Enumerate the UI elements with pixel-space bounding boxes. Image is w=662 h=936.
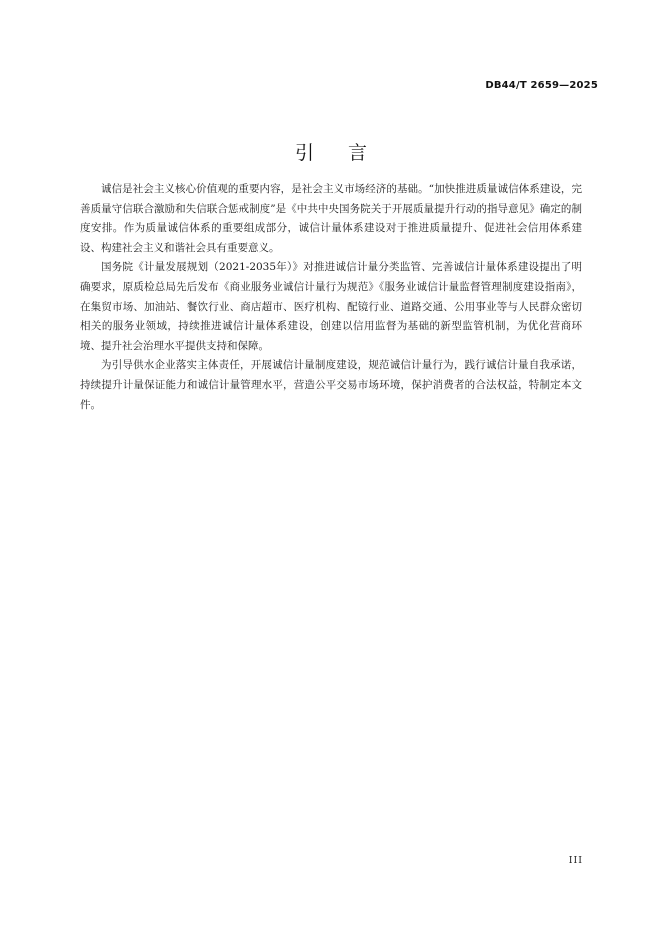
body-text: [80, 180, 582, 415]
paragraph-2: 国务院《计量发展规划（2021-2035年）》对推进诚信计量分类监管、完善诚信计量体系建设提出了明确要求，原质检总局先后发布《商业服务业诚信计量行为规范》《服务业诚信计量监督管理制度建设指南》，在集贸市场、加油站、餐饮行业、商店超市、医疗机构、配镜行业、道路交通、公用事业等与人民群众密切相关的服务业领域，持续推进诚信计量体系建设，创建以信用监督为基础的新型监管机制，为优化营商环境、提升社会治理水平提供支持和保障。: [80, 261, 582, 352]
page-number: III: [568, 855, 583, 866]
standard-code: DB44/T 2659—2025: [485, 80, 598, 91]
paragraph-3: 为引导供水企业落实主体责任，开展诚信计量制度建设，规范诚信计量行为，践行诚信计量自我承诺，持续提升计量保证能力和诚信计量管理水平，营造公平交易市场环境，保护消费者的合法权益，特制定本文件。: [80, 359, 582, 411]
section-title: 引言: [294, 142, 401, 164]
paragraph-1: 诚信是社会主义核心价值观的重要内容，是社会主义市场经济的基础。“加快推进质量诚信体系建设，完善质量守信联合激励和失信联合惩戒制度”是《中共中央国务院关于开展质量提升行动的指导意见》确定的制度安排。作为质量诚信体系的重要组成部分，诚信计量体系建设对于推进质量提升、促进社会信用体系建设、构建社会主义和谐社会具有重要意义。: [80, 183, 582, 254]
